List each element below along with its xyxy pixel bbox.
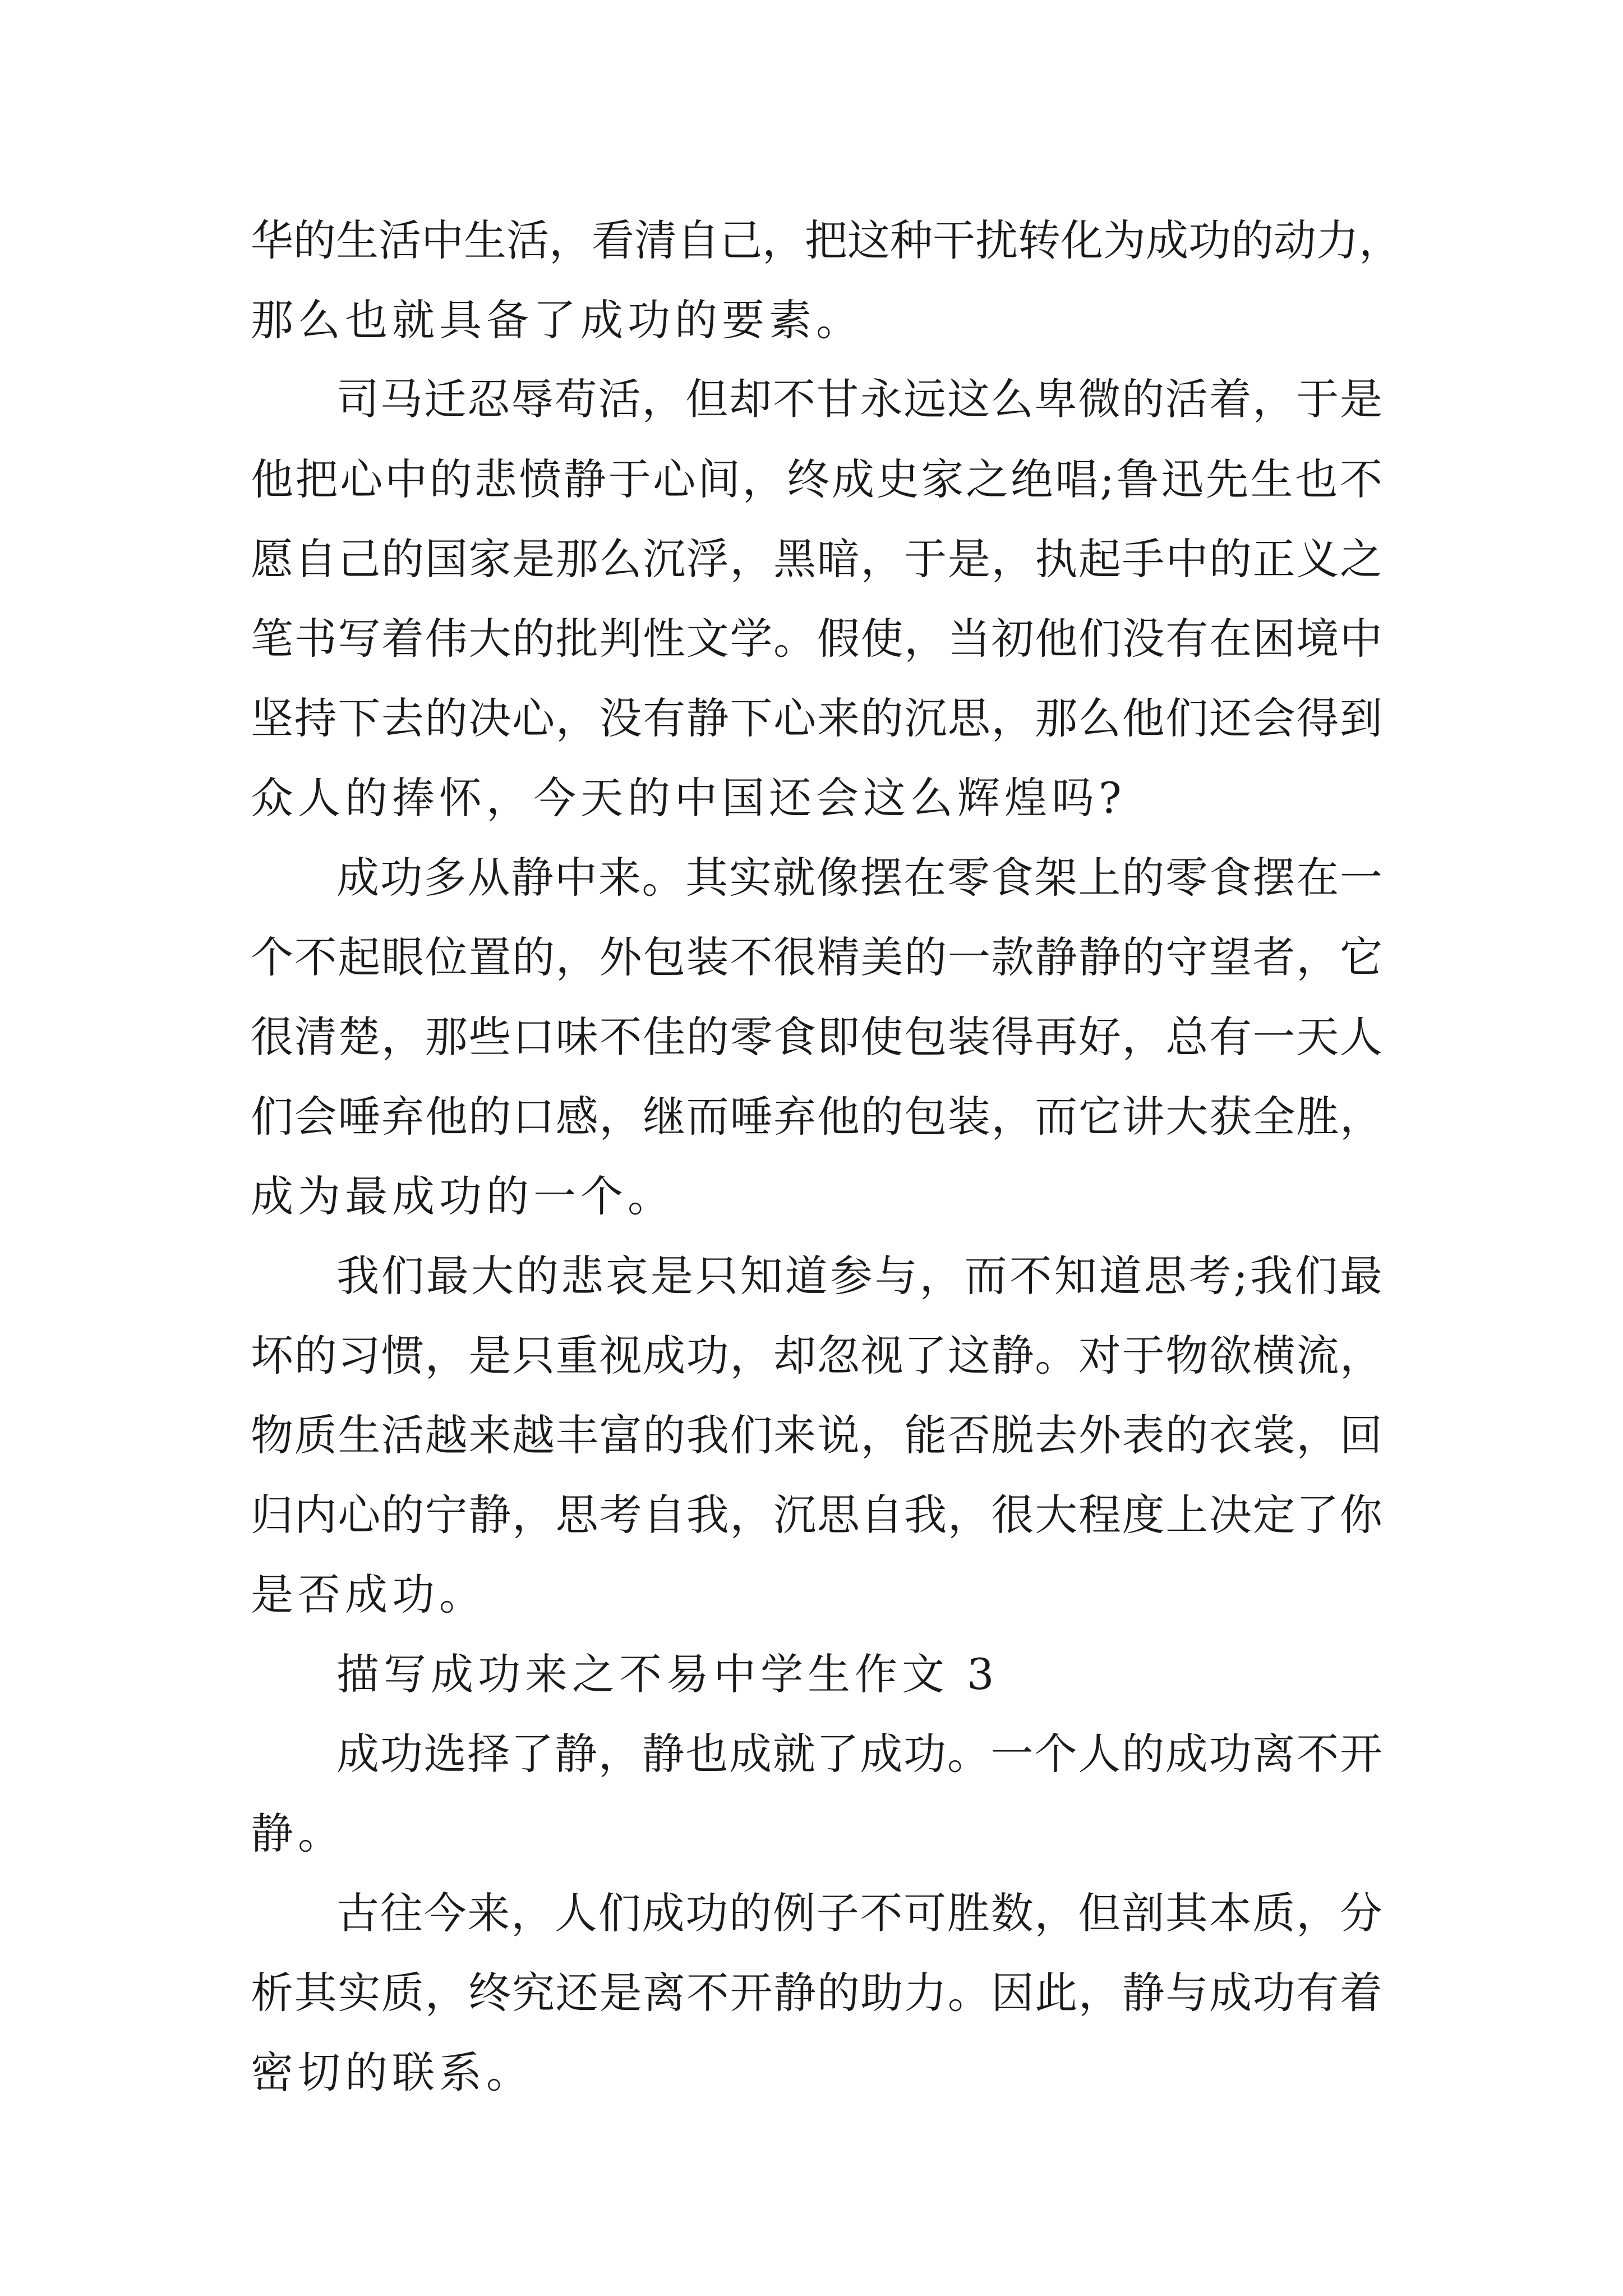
text-line: 司马迁忍辱苟活，但却不甘永远这么卑微的活着，于是 xyxy=(336,374,1382,424)
text-line: 密切的联系。 xyxy=(251,2047,533,2097)
text-line: 我们最大的悲哀是只知道参与，而不知道思考;我们最 xyxy=(336,1251,1382,1301)
text-line: 古往今来，人们成功的例子不可胜数，但剖其本质，分 xyxy=(336,1888,1382,1938)
text-line: 归内心的宁静，思考自我，沉思自我，很大程度上决定了你 xyxy=(251,1490,1382,1540)
text-line: 他把心中的悲愤静于心间，终成史家之绝唱;鲁迅先生也不 xyxy=(251,454,1382,504)
text-line: 坚持下去的决心，没有静下心来的沉思，那么他们还会得到 xyxy=(251,693,1382,743)
text-line: 析其实质，终究还是离不开静的助力。因此，静与成功有着 xyxy=(251,1968,1382,2018)
text-line: 成功多从静中来。其实就像摆在零食架上的零食摆在一 xyxy=(336,853,1382,903)
text-line: 坏的习惯，是只重视成功，却忽视了这静。对于物欲横流， xyxy=(251,1331,1382,1381)
text-line: 华的生活中生活，看清自己，把这种干扰转化为成功的动力， xyxy=(251,215,1401,265)
text-line: 那么也就具备了成功的要素。 xyxy=(251,295,863,345)
text-line: 们会唾弃他的口感，继而唾弃他的包装，而它讲大获全胜， xyxy=(251,1092,1382,1142)
text-line: 个不起眼位置的，外包装不很精美的一款静静的守望者，它 xyxy=(251,932,1382,982)
text-line: 成功选择了静，静也成就了成功。一个人的成功离不开 xyxy=(336,1729,1382,1779)
text-line: 是否成功。 xyxy=(251,1570,486,1619)
text-line: 笔书写着伟大的批判性文学。假使，当初他们没有在困境中 xyxy=(251,614,1382,664)
text-line: 静。 xyxy=(251,1809,345,1858)
text-line: 很清楚，那些口味不佳的零食即使包装得再好，总有一天人 xyxy=(251,1012,1382,1062)
text-line: 愿自己的国家是那么沉浮，黑暗，于是，执起手中的正义之 xyxy=(251,534,1382,584)
text-line: 众人的捧怀，今天的中国还会这么辉煌吗? xyxy=(251,773,1126,823)
text-line: 物质生活越来越丰富的我们来说，能否脱去外表的衣裳，回 xyxy=(251,1410,1382,1460)
text-line: 成为最成功的一个。 xyxy=(251,1171,675,1221)
section-heading: 描写成功来之不易中学生作文 3 xyxy=(336,1649,999,1699)
